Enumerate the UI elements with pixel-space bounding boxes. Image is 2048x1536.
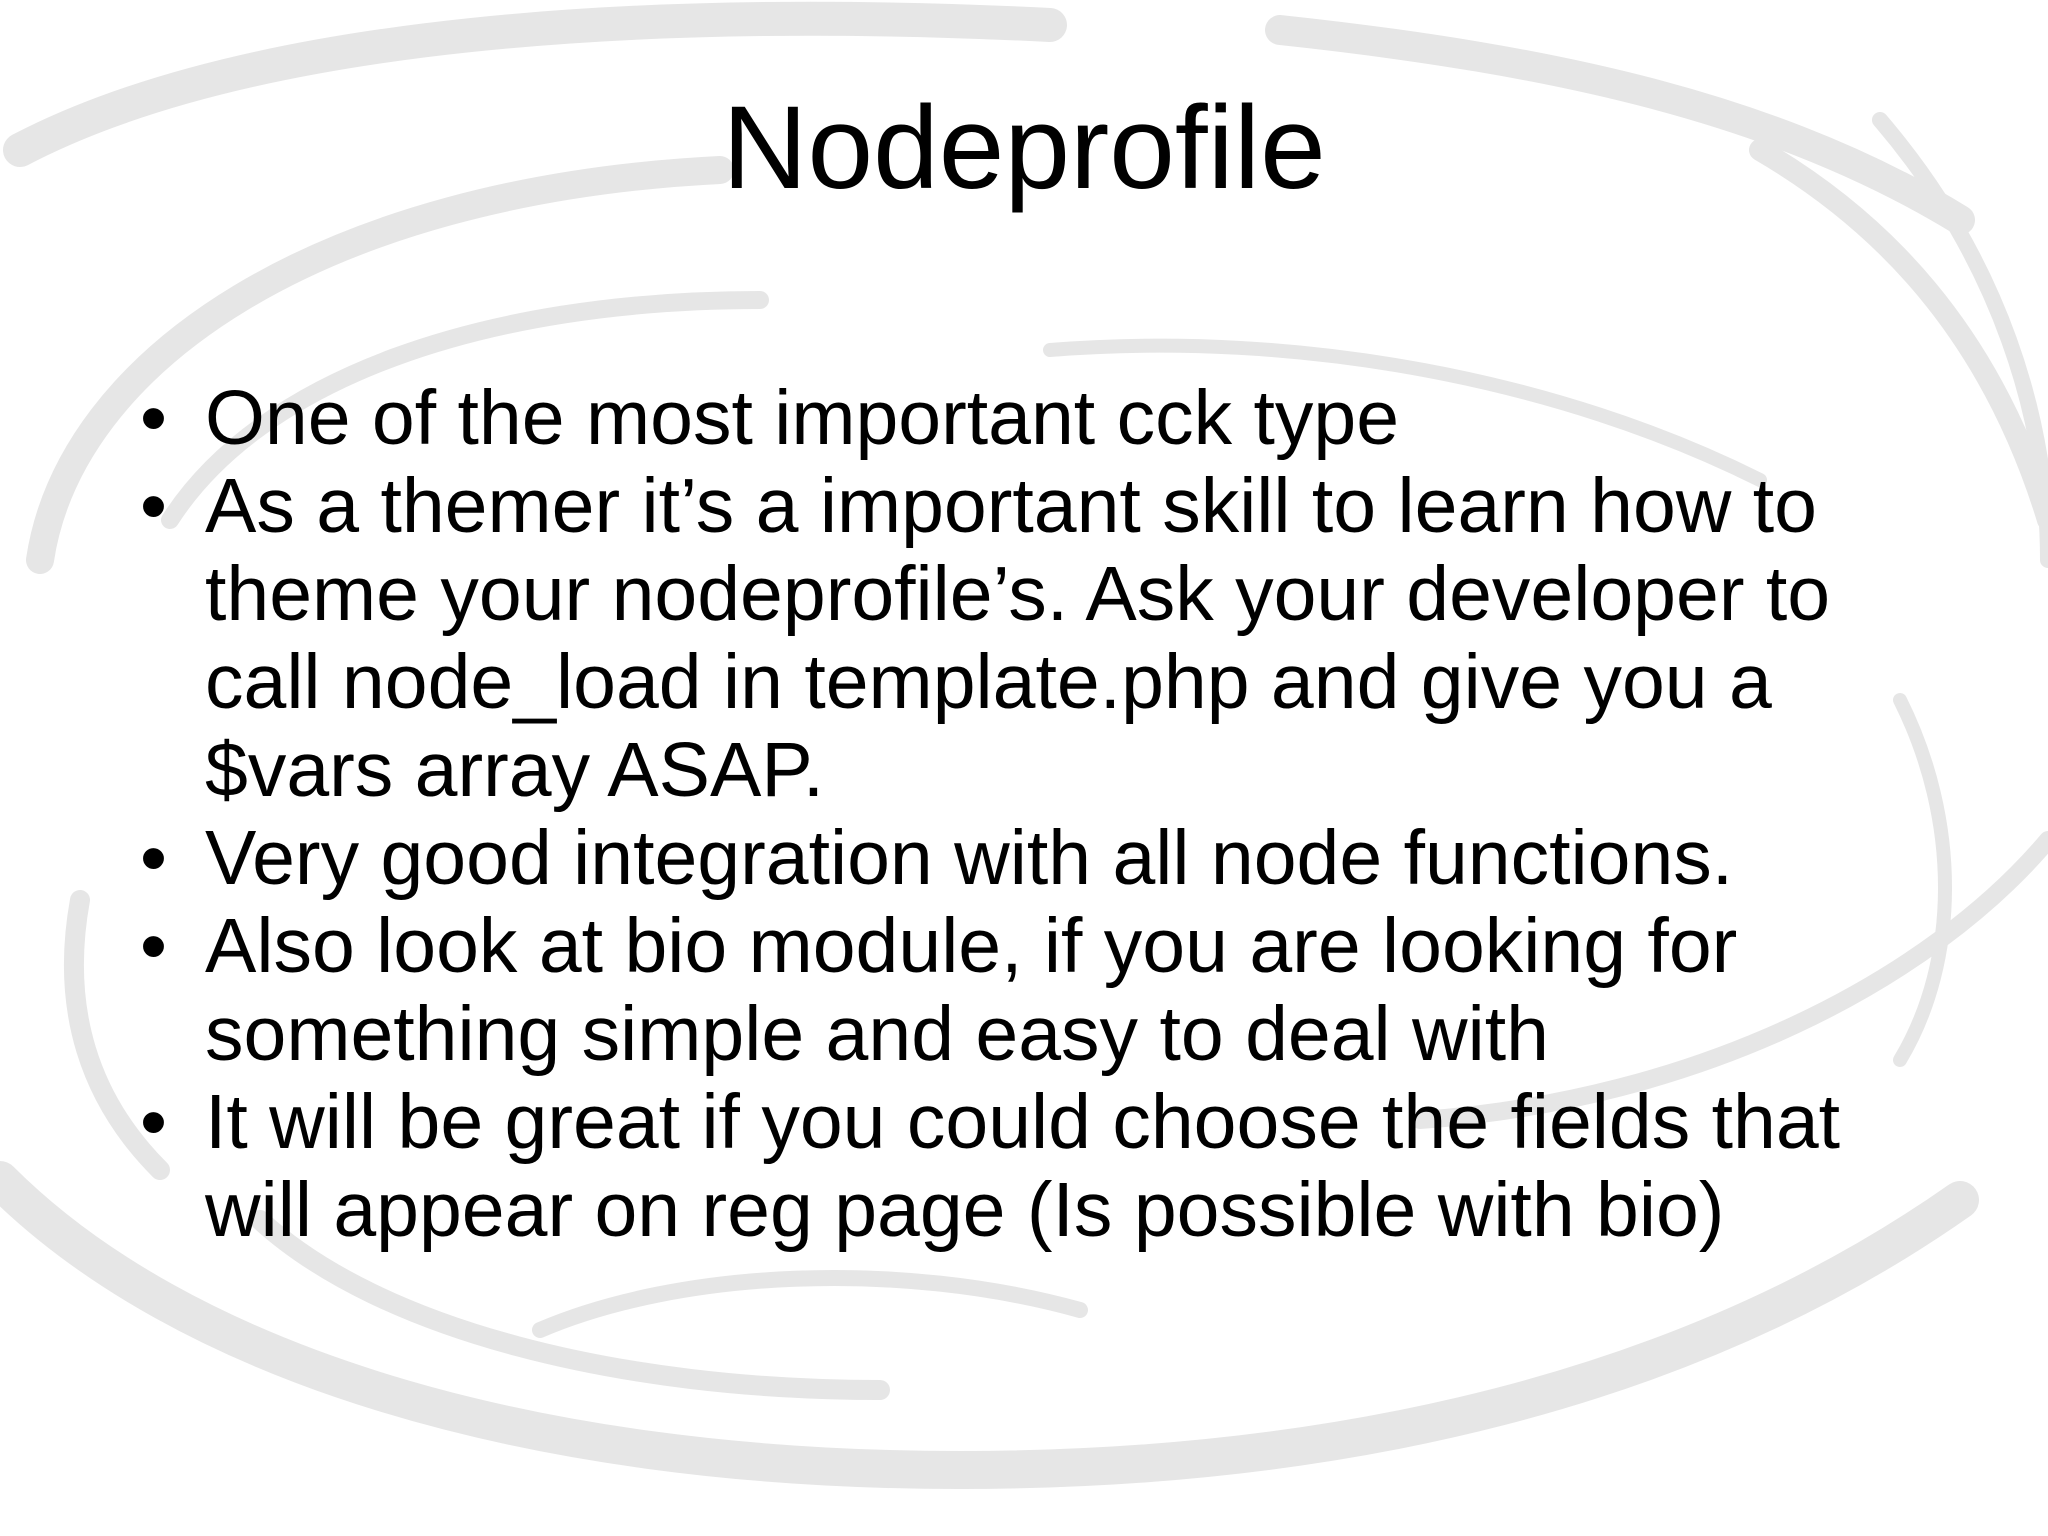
bullet-dot-icon: • <box>140 1079 167 1165</box>
bullet-text: Also look at bio module, if you are looking for something simple and easy to deal with <box>205 903 1738 1077</box>
bullet-dot-icon: • <box>140 903 167 989</box>
bullet-text: One of the most important cck type <box>205 375 1400 461</box>
list-item <box>128 1078 1948 1254</box>
bullet-dot-icon: • <box>140 815 167 901</box>
list-item <box>128 902 1948 1078</box>
list-item <box>128 814 1948 902</box>
bullet-list <box>128 374 1948 1254</box>
list-item <box>128 462 1948 814</box>
bullet-text: As a themer it’s a important skill to learn how to theme your nodeprofile’s. Ask your developer to call node_load in template.php and give you a $vars array ASAP. <box>205 463 1831 813</box>
bullet-dot-icon: • <box>140 375 167 461</box>
slide-title: Nodeprofile <box>722 82 1326 214</box>
bullet-text: It will be great if you could choose the fields that will appear on reg page (Is possible with bio) <box>205 1079 1841 1253</box>
list-item <box>128 374 1948 462</box>
bullet-text: Very good integration with all node functions. <box>205 815 1734 901</box>
bullet-dot-icon: • <box>140 463 167 549</box>
